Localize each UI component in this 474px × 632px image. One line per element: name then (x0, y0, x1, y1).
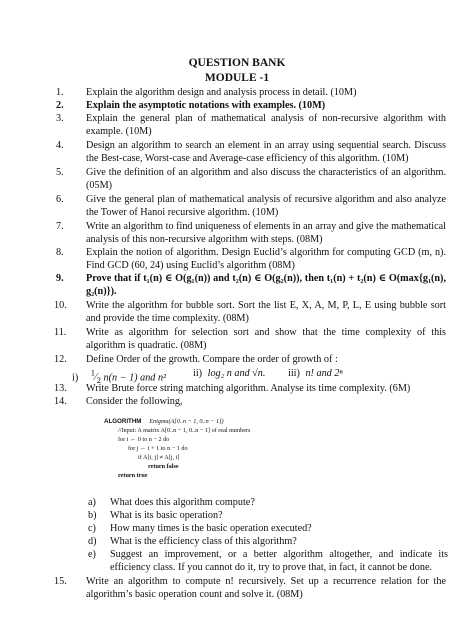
question-12: 12. Define Order of the growth. Compare the order of growth of : (54, 354, 338, 365)
question-2: 2. Explain the asymptotic notations with examples. (10M) (56, 100, 326, 111)
subquestion-d: d) What is the efficiency class of this algorithm? (88, 536, 297, 547)
subquestion-a: a) What does this algorithm compute? (88, 497, 255, 508)
question-14: 14. Consider the following, (54, 396, 183, 407)
subquestion-b: b) What is its basic operation? (88, 510, 223, 521)
order-growth-iii: iii) n! and 2ⁿ (288, 368, 343, 379)
question-8: 8. Explain the notion of algorithm. Design Euclid’s algorithm for computing GCD (m, n). Find GCD (60, 24) using Euclid’s algorithm (08M) (56, 247, 446, 272)
order-growth-i-fraction: $^1⁄_2$ (90, 368, 101, 386)
question-1: 1. Explain the algorithm design and analysis process in detail. (10M) (56, 87, 357, 98)
question-11: 11. Write as algorithm for selection sort and show that the time complexity of this algorithm is quadratic. (08M) (54, 327, 446, 352)
algorithm-figure: ALGORITHM Enigma(A[0..n − 1, 0..n − 1]) //Input: A matrix A[0..n − 1, 0..n − 1] of real numbers for i ← 0 to n − 2 do for j ← i + 1 to n − 1 do if A[i, j] ≠ A[j, i] return false return true (104, 418, 251, 479)
subquestion-c: c) How many times is the basic operation executed? (88, 523, 312, 534)
question-9: 9. Prove that if t₁(n) ∈ O(g₁(n)) and t₂(n) ∈ O(g₂(n)), then t₁(n) + t₂(n) ∈ O(max{g₁(n), g₂(n)}). (56, 273, 446, 298)
question-13: 13. Write Brute force string matching algorithm. Analyse its time complexity. (6M) (54, 383, 411, 394)
order-growth-ii: ii) log₂ n and √n. (193, 368, 266, 379)
question-6: 6. Give the general plan of mathematical analysis of recursive algorithm and also analyze the Tower of Hanoi recursive algorithm. (10M) (56, 194, 446, 219)
question-7: 7. Write an algorithm to find uniqueness of elements in an array and give the mathematical analysis of this non-recursive algorithm with steps. (08M) (56, 221, 446, 246)
subquestion-e: e) Suggest an improvement, or a better algorithm altogether, and indicate its efficiency class. If you cannot do it, try to prove that, in fact, it cannot be done. (88, 549, 448, 574)
order-growth-i: i) $^1⁄_2$ n(n − 1) and n² (72, 368, 167, 386)
page-title: QUESTION BANK (188, 57, 286, 69)
question-3: 3. Explain the general plan of mathematical analysis of non-recursive algorithm with example. (10M) (56, 113, 446, 138)
question-5: 5. Give the definition of an algorithm and also discuss the characteristics of an algorithm. (05M) (56, 167, 446, 192)
question-15: 15. Write an algorithm to compute n! recursively. Set up a recurrence relation for the algorithm’s basic operation count and solve it. (08M) (54, 576, 446, 601)
question-4: 4. Design an algorithm to search an element in an array using sequential search. Discuss the Best-case, Worst-case and Average-case efficiency of this algorithm. (10M) (56, 140, 446, 165)
module-heading: MODULE -1 (204, 72, 270, 84)
question-10: 10. Write the algorithm for bubble sort. Sort the list E, X, A, M, P, L, E using bubble sort and provide the time complexity. (08M) (54, 300, 446, 325)
